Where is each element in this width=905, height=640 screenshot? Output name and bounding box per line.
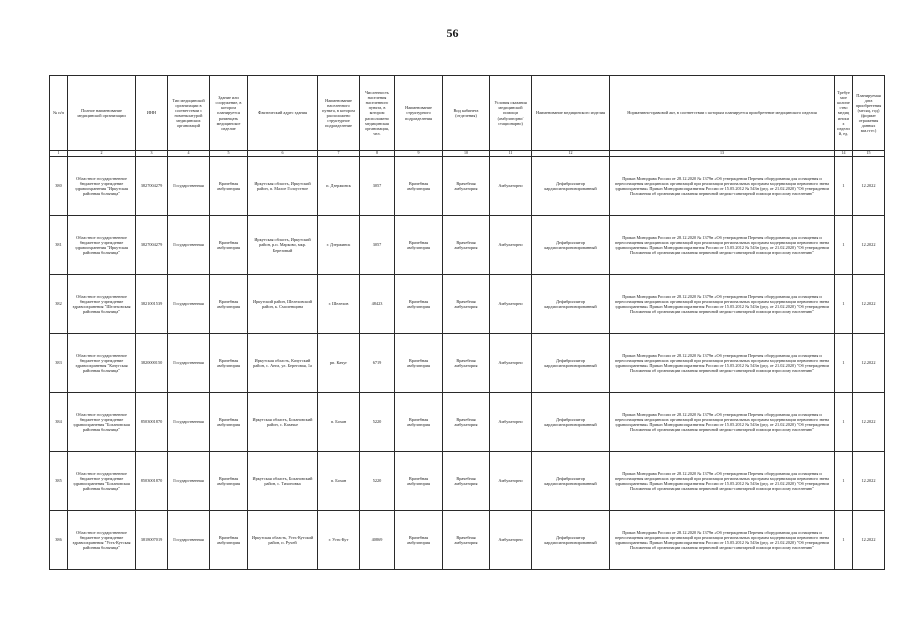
organization-name-cell: Областное государственное бюджетное учреждение здравоохранения "Качугская районная больница" [68, 334, 136, 393]
column-index-cell: 7 [318, 151, 360, 157]
row-number-cell: 381 [50, 216, 68, 275]
settlement-cell: г. Дзержинск [318, 216, 360, 275]
column-header: Требуемое количество медицинских изделий, ед. [835, 76, 853, 151]
conditions-cell: Амбулаторно [490, 157, 532, 216]
column-header: ИНН [136, 76, 168, 151]
quantity-cell: 1 [835, 216, 853, 275]
organization-name-cell: Областное государственное бюджетное учреждение здравоохранения "Усть-Кутская районная больница" [68, 511, 136, 570]
unit-cell: Врачебная амбулатория [395, 334, 443, 393]
legal-act-cell: Приказ Минздрава России от 28.12.2020 № 1379н «Об утверждении Перечня оборудования для оснащения и переоснащения медицинских организаций при реализации региональных программ модернизации первичного звена здравоохранения» Приказ Минздравсоцразвития России от 15.05.2012 № 543н (ред. от 21.02.2020) "Об утверждении Положения об организации оказания первичной медико-санитарной помощи взрослому населению" [610, 393, 835, 452]
population-cell: 48423 [360, 275, 395, 334]
inn-cell: 3821001539 [136, 275, 168, 334]
column-index-cell: 14 [835, 151, 853, 157]
population-cell: 40869 [360, 511, 395, 570]
column-index-cell: 4 [168, 151, 210, 157]
quantity-cell: 1 [835, 452, 853, 511]
purchase-date-cell: 12.2022 [853, 511, 885, 570]
inn-cell: 8503001870 [136, 452, 168, 511]
purchase-date-cell: 12.2022 [853, 393, 885, 452]
header-row [50, 76, 885, 151]
cabinet-cell: Врачебная амбулатория [443, 275, 490, 334]
population-cell: 5220 [360, 452, 395, 511]
table-row [50, 511, 885, 570]
unit-cell: Врачебная амбулатория [395, 216, 443, 275]
purchase-date-cell: 12.2022 [853, 334, 885, 393]
row-number-cell: 383 [50, 334, 68, 393]
organization-name-cell: Областное государственное бюджетное учреждение здравоохранения "Бохановская районная больница" [68, 452, 136, 511]
column-index-cell: 2 [68, 151, 136, 157]
cabinet-cell: Врачебная амбулатория [443, 157, 490, 216]
cabinet-cell: Врачебная амбулатория [443, 393, 490, 452]
quantity-cell: 1 [835, 157, 853, 216]
inn-cell: 3818007019 [136, 511, 168, 570]
inn-cell: 8503001870 [136, 393, 168, 452]
row-number-cell: 382 [50, 275, 68, 334]
column-header: Здание или сооружение, в котором планируется размещать медицинское изделие [210, 76, 248, 151]
column-header: Наименование структурного подразделения [395, 76, 443, 151]
purchase-date-cell: 12.2022 [853, 452, 885, 511]
population-cell: 3057 [360, 157, 395, 216]
column-header: Наименование медицинского изделия [532, 76, 610, 151]
column-header: Условия оказания медицинской помощи (амбулаторно/стационарно) [490, 76, 532, 151]
unit-cell: Врачебная амбулатория [395, 157, 443, 216]
purchase-date-cell: 12.2022 [853, 275, 885, 334]
unit-cell: Врачебная амбулатория [395, 452, 443, 511]
column-index-cell: 1 [50, 151, 68, 157]
legal-act-cell: Приказ Минздрава России от 28.12.2020 № 1379н «Об утверждении Перечня оборудования для оснащения и переоснащения медицинских организаций при реализации региональных программ модернизации первичного звена здравоохранения» Приказ Минздравсоцразвития России от 15.05.2012 № 543н (ред. от 21.02.2020) "Об утверждении Положения об организации оказания первичной медико-санитарной помощи взрослому населению" [610, 452, 835, 511]
inn-cell: 3820000150 [136, 334, 168, 393]
page-number: 56 [446, 26, 459, 40]
organization-name-cell: Областное государственное бюджетное учреждение здравоохранения "Шелеховская районная больница" [68, 275, 136, 334]
cabinet-cell: Врачебная амбулатория [443, 334, 490, 393]
building-cell: Врачебная амбулатория [210, 216, 248, 275]
equipment-registry-table [49, 75, 885, 570]
column-header: Планируемая дата приобретения (месяц, год) (формат отражения данных мм.гггг.) [853, 76, 885, 151]
column-header: № п/п [50, 76, 68, 151]
column-index-cell: 12 [532, 151, 610, 157]
column-index-cell: 11 [490, 151, 532, 157]
organization-name-cell: Областное государственное бюджетное учреждение здравоохранения "Иркутская районная больница" [68, 216, 136, 275]
column-header: Фактический адрес здания [248, 76, 318, 151]
population-cell: 6719 [360, 334, 395, 393]
organization-type-cell: Государственная [168, 334, 210, 393]
organization-type-cell: Государственная [168, 393, 210, 452]
column-index-cell: 8 [360, 151, 395, 157]
organization-type-cell: Государственная [168, 452, 210, 511]
conditions-cell: Амбулаторно [490, 452, 532, 511]
settlement-cell: п. Дзержинск [318, 157, 360, 216]
row-number-cell: 385 [50, 452, 68, 511]
table-row [50, 157, 885, 216]
device-cell: Дефибриллятор кардиосинхронизированный [532, 452, 610, 511]
address-cell: Иркутский район, Шелеховский район, к. Смоленщина [248, 275, 318, 334]
unit-cell: Врачебная амбулатория [395, 393, 443, 452]
building-cell: Врачебная амбулатория [210, 452, 248, 511]
conditions-cell: Амбулаторно [490, 393, 532, 452]
column-index-cell: 10 [443, 151, 490, 157]
column-index-cell: 6 [248, 151, 318, 157]
table-row [50, 216, 885, 275]
table-row [50, 334, 885, 393]
settlement-cell: рп. Качуг [318, 334, 360, 393]
table-row [50, 393, 885, 452]
purchase-date-cell: 12.2022 [853, 216, 885, 275]
inn-cell: 3827004279 [136, 157, 168, 216]
quantity-cell: 1 [835, 393, 853, 452]
column-header: Полное наименование медицинской организации [68, 76, 136, 151]
device-cell: Дефибриллятор кардиосинхронизированный [532, 511, 610, 570]
address-cell: Иркутская область, Усть-Кутский район, п. Ручей [248, 511, 318, 570]
inn-cell: 3827004279 [136, 216, 168, 275]
column-index-cell: 3 [136, 151, 168, 157]
address-cell: Иркутская область, Бохановский район, с. Тихоновка [248, 452, 318, 511]
cabinet-cell: Врачебная амбулатория [443, 511, 490, 570]
organization-type-cell: Государственная [168, 157, 210, 216]
building-cell: Врачебная амбулатория [210, 393, 248, 452]
conditions-cell: Амбулаторно [490, 216, 532, 275]
building-cell: Врачебная амбулатория [210, 157, 248, 216]
organization-type-cell: Государственная [168, 511, 210, 570]
column-index-cell: 9 [395, 151, 443, 157]
population-cell: 5220 [360, 393, 395, 452]
conditions-cell: Амбулаторно [490, 511, 532, 570]
building-cell: Врачебная амбулатория [210, 334, 248, 393]
column-header: Наименование населенного пункта, в котором расположено структурное подразделение [318, 76, 360, 151]
column-header: Вид кабинета (отделения) [443, 76, 490, 151]
table-row [50, 275, 885, 334]
organization-type-cell: Государственная [168, 216, 210, 275]
legal-act-cell: Приказ Минздрава России от 28.12.2020 № 1379н «Об утверждении Перечня оборудования для оснащения и переоснащения медицинских организаций при реализации региональных программ модернизации первичного звена здравоохранения» Приказ Минздравсоцразвития России от 15.05.2012 № 543н (ред. от 21.02.2020) "Об утверждении Положения об организации оказания первичной медико-санитарной помощи взрослому населению" [610, 216, 835, 275]
purchase-date-cell: 12.2022 [853, 157, 885, 216]
legal-act-cell: Приказ Минздрава России от 28.12.2020 № 1379н «Об утверждении Перечня оборудования для оснащения и переоснащения медицинских организаций при реализации региональных программ модернизации первичного звена здравоохранения» Приказ Минздравсоцразвития России от 15.05.2012 № 543н (ред. от 21.02.2020) "Об утверждении Положения об организации оказания первичной медико-санитарной помощи взрослому населению" [610, 275, 835, 334]
column-header: Нормативно-правовой акт, в соответствии с которым планируется приобретение медицинского изделия [610, 76, 835, 151]
organization-type-cell: Государственная [168, 275, 210, 334]
settlement-cell: п. Бохан [318, 452, 360, 511]
building-cell: Врачебная амбулатория [210, 511, 248, 570]
column-header: Численность населения населенного пункта, в котором расположено медицинская организация, чел. [360, 76, 395, 151]
address-cell: Иркутская область, Иркутский район, р.п. Марково, мкр. Березовый [248, 216, 318, 275]
conditions-cell: Амбулаторно [490, 275, 532, 334]
cabinet-cell: Врачебная амбулатория [443, 452, 490, 511]
table-row [50, 452, 885, 511]
legal-act-cell: Приказ Минздрава России от 28.12.2020 № 1379н «Об утверждении Перечня оборудования для оснащения и переоснащения медицинских организаций при реализации региональных программ модернизации первичного звена здравоохранения» Приказ Минздравсоцразвития России от 15.05.2012 № 543н (ред. от 21.02.2020) "Об утверждении Положения об организации оказания первичной медико-санитарной помощи взрослому населению" [610, 157, 835, 216]
legal-act-cell: Приказ Минздрава России от 28.12.2020 № 1379н «Об утверждении Перечня оборудования для оснащения и переоснащения медицинских организаций при реализации региональных программ модернизации первичного звена здравоохранения» Приказ Минздравсоцразвития России от 15.05.2012 № 543н (ред. от 21.02.2020) "Об утверждении Положения об организации оказания первичной медико-санитарной помощи взрослому населению" [610, 511, 835, 570]
unit-cell: Врачебная амбулатория [395, 511, 443, 570]
cabinet-cell: Врачебная амбулатория [443, 216, 490, 275]
column-index-cell: 15 [853, 151, 885, 157]
address-cell: Иркутская область, Иркутский район, п. Малое Голоустное [248, 157, 318, 216]
device-cell: Дефибриллятор кардиосинхронизированный [532, 157, 610, 216]
device-cell: Дефибриллятор кардиосинхронизированный [532, 393, 610, 452]
building-cell: Врачебная амбулатория [210, 275, 248, 334]
organization-name-cell: Областное государственное бюджетное учреждение здравоохранения "Иркутская районная больница" [68, 157, 136, 216]
column-index-cell: 5 [210, 151, 248, 157]
row-number-cell: 384 [50, 393, 68, 452]
table-body [50, 157, 885, 570]
quantity-cell: 1 [835, 334, 853, 393]
settlement-cell: г. Усть-Кут [318, 511, 360, 570]
settlement-cell: г. Шелехов [318, 275, 360, 334]
legal-act-cell: Приказ Минздрава России от 28.12.2020 № 1379н «Об утверждении Перечня оборудования для оснащения и переоснащения медицинских организаций при реализации региональных программ модернизации первичного звена здравоохранения» Приказ Минздравсоцразвития России от 15.05.2012 № 543н (ред. от 21.02.2020) "Об утверждении Положения об организации оказания первичной медико-санитарной помощи взрослому населению" [610, 334, 835, 393]
settlement-cell: п. Бохан [318, 393, 360, 452]
population-cell: 3057 [360, 216, 395, 275]
device-cell: Дефибриллятор кардиосинхронизированный [532, 275, 610, 334]
column-index-cell: 13 [610, 151, 835, 157]
quantity-cell: 1 [835, 275, 853, 334]
unit-cell: Врачебная амбулатория [395, 275, 443, 334]
device-cell: Дефибриллятор кардиосинхронизированный [532, 334, 610, 393]
quantity-cell: 1 [835, 511, 853, 570]
address-cell: Иркутская область, Качугский район, с. Анга, ул. Береговая, 1а [248, 334, 318, 393]
row-number-cell: 380 [50, 157, 68, 216]
organization-name-cell: Областное государственное бюджетное учреждение здравоохранения "Бохановская районная больница" [68, 393, 136, 452]
column-header: Тип медицинской организации в соответствии с номенклатурой медицинских организаций [168, 76, 210, 151]
address-cell: Иркутская область, Бохановский район, с. Казачье [248, 393, 318, 452]
conditions-cell: Амбулаторно [490, 334, 532, 393]
row-number-cell: 386 [50, 511, 68, 570]
device-cell: Дефибриллятор кардиосинхронизированный [532, 216, 610, 275]
